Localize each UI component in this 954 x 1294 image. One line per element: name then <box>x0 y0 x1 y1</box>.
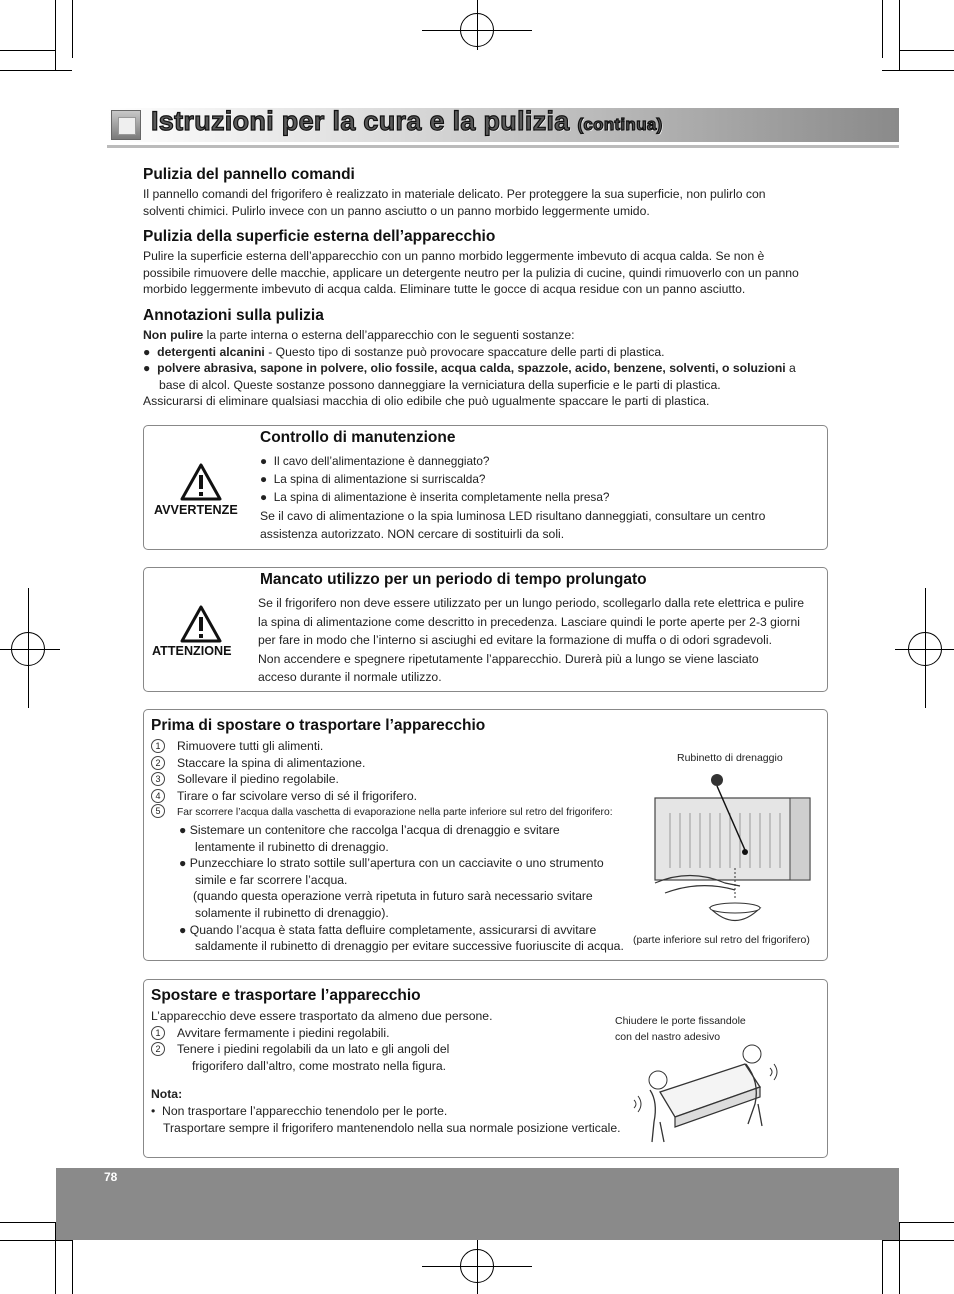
figure-label: Rubinetto di drenaggio <box>677 752 783 764</box>
crop-mark <box>55 0 56 70</box>
registration-line <box>925 588 926 708</box>
crop-mark <box>899 50 954 51</box>
page-title: Istruzioni per la cura e la pulizia (continua) <box>151 106 663 136</box>
caution-text: Se il frigorifero non deve essere utilizzato per un lungo periodo, scollegarlo dalla rete elettrica e pulire la spina di alimentazione come descritto in precedenza. Lasciare quindi le porte aperte per 2-3 giorni per fare in modo che l’interno si asciughi ed evitare la formazione di muffa o di odori sgradevoli. Non accendere e spegnere ripetutamente l’apparecchio. Durerà più a lungo se viene lasciato acceso durante il normale utilizzo. <box>258 596 805 685</box>
warning-triangle-icon <box>180 463 222 501</box>
warning-label: AVVERTENZE <box>154 503 238 517</box>
crop-mark <box>72 0 73 58</box>
registration-line <box>422 1266 532 1267</box>
registration-line <box>477 0 478 50</box>
box-heading: Prima di spostare o trasportare l’apparecchio <box>151 717 486 734</box>
figure-label: Chiudere le porte fissandole con del nastro adesivo <box>615 1015 746 1043</box>
title-square-icon <box>111 110 141 140</box>
caution-triangle-icon <box>180 605 222 643</box>
crop-mark <box>882 1240 883 1294</box>
crop-mark <box>0 70 72 71</box>
move-steps: 1 Rimuovere tutti gli alimenti. 2 Staccare la spina di alimentazione. 3 Sollevare il piedino regolabile. 4 Tirare o far scivolare verso di sé il frigorifero. 5 Far scorrere l’acqua dalla vaschetta di evaporazione nella parte inferiore sul retro del frigorifero: ● Sistemare un contenitore che raccolga l’acqua di drenaggio e svitare lentamente il rubinetto di drenaggio. ● Punzecchiare lo strato sottile sull’apertura con un cacciavite o uno strumento simile e far scorrere l’acqua. (quando questa operazione verrà ripetuta in futuro sarà necessario svitare solamente il rubinetto di drenaggio). ● Quando l’acqua è stata fatta defluire completamente, assicurarsi di avvitare saldamente il rubinetto di drenaggio per evitare successive fuoriuscite di acqua. <box>151 738 651 955</box>
title-underline <box>107 145 899 148</box>
crop-mark <box>882 0 883 58</box>
crop-mark <box>882 70 954 71</box>
page-footer <box>56 1168 899 1240</box>
page-number: 78 <box>104 1170 118 1184</box>
section-text: Il pannello comandi del frigorifero è realizzato in materiale delicato. Per proteggere la sua superficie, non pulirlo con solventi chimici. Pulirlo invece con un panno asciutto o un panno morbido leggermente umido. <box>143 187 766 218</box>
registration-line <box>28 588 29 708</box>
crop-mark <box>899 1222 900 1294</box>
figure-caption: (parte inferiore sul retro del frigorifero) <box>633 934 810 946</box>
registration-line <box>895 649 954 650</box>
section-heading: Annotazioni sulla pulizia <box>143 307 324 324</box>
crop-mark <box>0 50 55 51</box>
box-heading: Controllo di manutenzione <box>260 429 456 446</box>
carrying-illustration <box>630 1042 780 1144</box>
warning-list: ● Il cavo dell’alimentazione è danneggiato? ● La spina di alimentazione si surriscalda? ● La spina di alimentazione è inserita completamente nella presa? Se il cavo di alimentazione o la spia luminosa LED risultano danneggiati, consultare un centro assistenza autorizzato. NON cercare di sostituirli da soli. <box>260 454 766 541</box>
section-heading: Pulizia della superficie esterna dell’apparecchio <box>143 228 496 245</box>
crop-mark <box>882 1240 954 1241</box>
section-text: Non pulire la parte interna o esterna dell’apparecchio con le seguenti sostanze: ● detergenti alcanini - Questo tipo di sostanze può provocare spaccature delle parti di plastica. ● polvere abrasiva, sapone in polvere, olio fossile, acqua calda, spazzole, acido, benzene, solventi, o soluzioni a base di alcol. Queste sostanze possono danneggiare la verniciatura della superficie e le parti di plastica. Assicurarsi di eliminare qualsiasi macchia di olio edibile che può ugualmente spaccare le parti di plastica. <box>143 328 796 409</box>
box-heading: Spostare e trasportare l’apparecchio <box>151 987 421 1004</box>
transport-text: L’apparecchio deve essere trasportato da almeno due persone. 1 Avvitare fermamente i piedini regolabili. 2 Tenere i piedini regolabili da un lato e gli angoli del frigorifero dall’altro, come mostrato nella figura. Nota: • Non trasportare l’apparecchio tenendolo per le porte. Trasportare sempre il frigorifero mantenendolo nella sua normale posizione verticale. <box>151 1009 621 1135</box>
crop-mark <box>0 1222 55 1223</box>
registration-line <box>422 30 532 31</box>
crop-mark <box>899 0 900 70</box>
section-heading: Pulizia del pannello comandi <box>143 166 355 183</box>
crop-mark <box>899 1222 954 1223</box>
section-text: Pulire la superficie esterna dell’apparecchio con un panno morbido leggermente imbevuto di acqua calda. Se non è possibile rimuovere delle macchie, applicare un detergente neutro per la pulizia di cucine, quindi rimuoverlo con un panno morbido leggermente imbevuto di acqua calda. Eliminare tutte le gocce di acqua residue con un panno asciutto. <box>143 249 799 297</box>
box-heading: Mancato utilizzo per un periodo di tempo prolungato <box>260 571 647 588</box>
caution-label: ATTENZIONE <box>152 644 232 658</box>
registration-line <box>0 649 60 650</box>
crop-mark <box>72 1240 73 1294</box>
crop-mark <box>0 1240 72 1241</box>
drain-illustration <box>640 768 820 928</box>
